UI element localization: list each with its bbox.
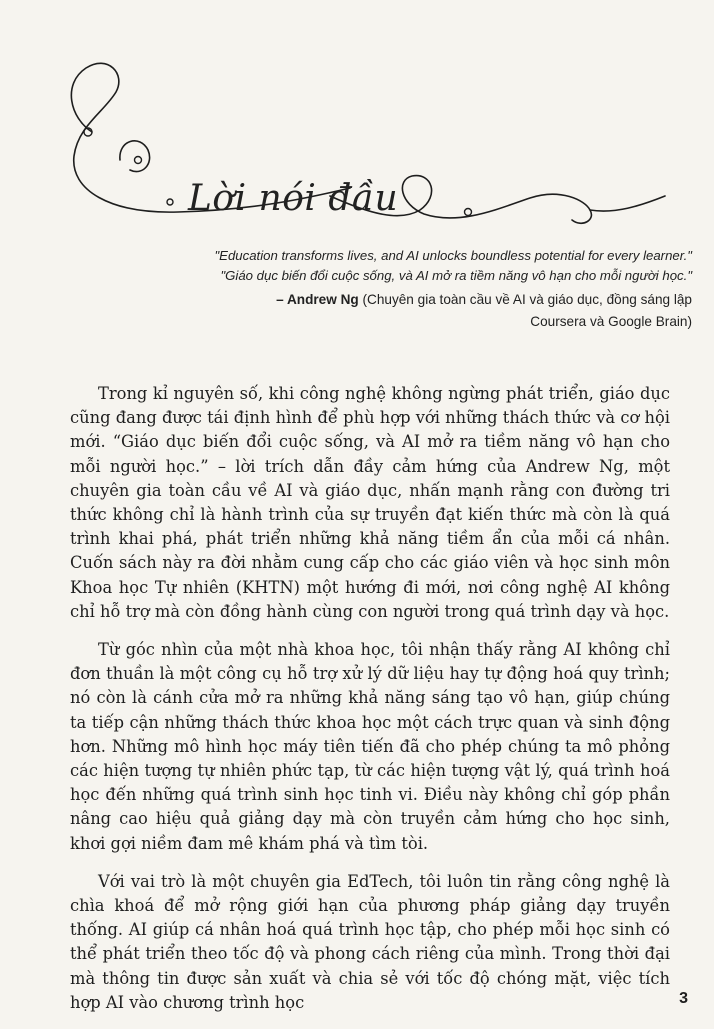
body-paragraph: Trong kỉ nguyên số, khi công nghệ không ngừng phát triển, giáo dục cũng đang được tái định hình để phù hợp với những thách thức và cơ hội mới. “Giáo dục biến đổi cuộc sống, và AI mở ra tiềm năng vô hạn cho mỗi người học.” – lời trích dẫn đầy cảm hứng của Andrew Ng, một chuyên gia toàn cầu về AI và giáo dục, nhấn mạnh rằng con đường tri thức không chỉ là hành trình của sự truyền đạt kiến thức mà còn là quá trình khai phá, phát triển những khả năng tiềm ẩn của mỗi cá nhân. Cuốn sách này ra đời nhằm cung cấp cho các giáo viên và học sinh môn Khoa học Tự nhiên (KHTN) một hướng đi mới, nơi công nghệ AI không chỉ hỗ trợ mà còn đồng hành cùng con người trong quá trình dạy và học.	[70, 384, 670, 621]
epigraph-attribution	[232, 289, 692, 333]
page-title: Lời nói đầu	[188, 178, 399, 219]
body-text	[70, 382, 670, 1029]
body-paragraph: Với vai trò là một chuyên gia EdTech, tôi luôn tin rằng công nghệ là chìa khoá để mở rộng giới hạn của phương pháp giảng dạy truyền thống. AI giúp cá nhân hoá quá trình học tập, cho phép mỗi học sinh có thể phát triển theo tốc độ và phong cách riêng của mình. Trong thời đại mà thông tin được sản xuất và chia sẻ với tốc độ chóng mặt, việc tích hợp AI vào chương trình học	[70, 871, 670, 1012]
body-paragraph: Từ góc nhìn của một nhà khoa học, tôi nhận thấy rằng AI không chỉ đơn thuần là một công cụ hỗ trợ xử lý dữ liệu hay tự động hoá quy trình; nó còn là cánh cửa mở ra những khả năng sáng tạo vô hạn, giúp chúng ta tiếp cận những thách thức khoa học một cách trực quan và sinh động hơn. Những mô hình học máy tiên tiến đã cho phép chúng ta mô phỏng các hiện tượng tự nhiên phức tạp, từ các hiện tượng vật lý, quá trình hoá học đến những quá trình sinh học tinh vi. Điều này không chỉ góp phần nâng cao hiệu quả giảng dạy mà còn truyền cảm hứng cho học sinh, khơi gợi niềm đam mê khám phá và tìm tòi.	[70, 640, 670, 853]
epigraph-author: – Andrew Ng	[276, 292, 359, 307]
epigraph-quote-english: "Education transforms lives, and AI unlocks boundless potential for every learner."	[214, 248, 692, 263]
decorative-flourish-icon	[0, 0, 714, 260]
epigraph-affiliation: (Chuyên gia toàn cầu về AI và giáo dục, đồng sáng lập Coursera và Google Brain)	[362, 292, 692, 329]
page-number: 3	[679, 990, 688, 1007]
epigraph-quote-vietnamese: "Giáo dục biến đổi cuộc sống, và AI mở ra tiềm năng vô hạn cho mỗi người học."	[220, 268, 692, 283]
